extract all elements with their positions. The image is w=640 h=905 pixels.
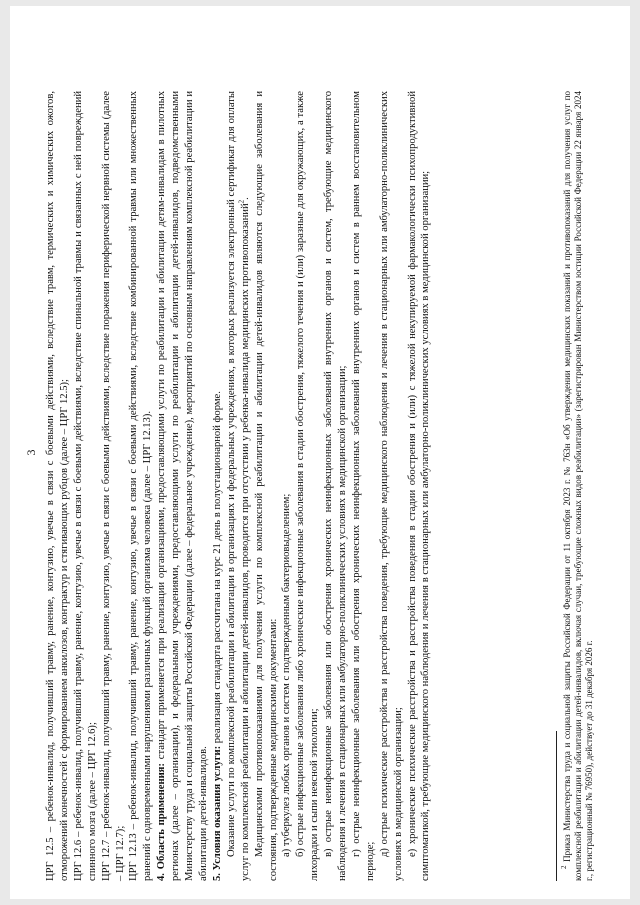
document-page xyxy=(10,6,630,899)
paragraph-service-provision xyxy=(225,91,253,881)
footnote-text xyxy=(562,91,596,881)
footnote-body: Приказ Министерства труда и социальной защиты Российской Федерации от 11 октября 2023 г. № 763н «Об утверждении медицинских показаний и противопоказаний для получения услуг по комплексной реабилитации и абилитации детей-инвалидов, включая случаи, требующие сложных видов реабилитации» (зарегистрирован Министерством юстиции Российской Федерации 22 января 2024 г., регистрационный № 76950), действует до 31 декабря 2026 г. xyxy=(562,91,595,881)
paragraph-crg-12-7: ЦРГ 12.7 – ребенок-инвалид, получивший травму, ранение, контузию, увечье в связи с боевыми действиями, вследствие поражения периферической нервной системы (далее – ЦРГ 12.7); xyxy=(100,91,126,881)
document-body xyxy=(44,91,433,881)
list-item-g: г) острые неинфекционные заболевания или обострения хронических неинфекционных заболеваний внутренних органов и систем в раннем восстановительном периоде; xyxy=(350,91,376,881)
list-item-b: б) острые инфекционные заболевания либо хронические инфекционные заболевания в стадии обострения, тяжелого течения и (или) заразные для окружающих, а также лихорадки и сыпи неясной этиологии; xyxy=(295,91,321,881)
footnote-divider xyxy=(556,731,557,881)
section-5-text: реализация стандарта рассчитана на курс 21 день в полустационарной форме. xyxy=(211,391,223,746)
section-4-scope xyxy=(155,91,211,881)
section-4-text: стандарт применяется при реализации организациями, предоставляющими услуги по реабилитации и абилитации детям-инвалидам в пилотных регионах (далее – организации), и федеральными учреждениями, предоставляющими услуги по реабилитации и абилитации детей-инвалидов, подведомственными Министерству труда и социальной защиты Российской Федерации (далее – федеральное учреждение), мероприятий по основным направлениям комплексной реабилитации и абилитации детей-инвалидов. xyxy=(156,90,209,881)
footnote xyxy=(562,91,596,881)
paragraph-crg-12-6: ЦРГ 12.6 – ребенок-инвалид, получивший травму, ранение, контузию, увечье в связи с боевыми действиями, вследствие спинальной травмы и связанных с ней повреждений спинного мозга (далее – ЦРГ 12.6); xyxy=(72,91,98,881)
paragraph-contraindications-intro: Медицинскими противопоказаниями для получения услуги по комплексной реабилитации и абилитации детей-инвалидов являются следующие заболевания и состояния, подтвержденные медицинскими документами: xyxy=(253,91,279,881)
list-item-d: д) острые психические расстройства и расстройства поведения, требующие медицинского наблюдения и лечения в стационарных или амбулаторно-поликлинических условиях в медицинской организации; xyxy=(378,91,404,881)
section-4-heading: 4. Область применения: xyxy=(156,763,168,881)
paragraph-crg-12-5: ЦРГ 12.5 – ребенок-инвалид, получивший травму, ранение, контузию, увечье в связи с боевыми действиями, вследствие травм, термических и химических ожогов, отморожений конечностей с формированием анкилозов, контрактур и стягивающих рубцов (далее – ЦРГ 12.5); xyxy=(45,91,70,881)
service-provision-end: . xyxy=(239,197,251,200)
section-5-heading: 5. Условия оказания услуги: xyxy=(211,745,223,881)
section-5-conditions xyxy=(211,91,225,881)
service-provision-text: Оказание услуги по комплексной реабилитации и абилитации в организациях и федеральных учреждениях, в которых реализуется электронный сертификат для оплаты услуг по комплексной реабилитации и абилитации детей-инвалидов, проводится при отсутствии у ребенка-инвалида медицинских противопоказаний xyxy=(225,91,251,881)
list-item-a: а) туберкулез любых органов и систем с подтвержденным бактериовыделением; xyxy=(281,493,293,857)
list-item-e: е) хронические психические расстройства и расстройства поведения в стадии обострения и (или) с тяжелой некупируемой фармакологически психопродуктивной симптоматикой, требующие медицинского наблюдения и лечения в стационарных или амбулаторно-поликлинических условиях в медицинской организации; xyxy=(406,91,432,881)
list-item-v: в) острые неинфекционные заболевания или обострения хронических неинфекционных заболеваний внутренних органов и систем, требующие медицинского наблюдения и лечения в стационарных или амбулаторно-поликлинических условиях в медицинской организации; xyxy=(323,91,349,881)
footnote-marker: 2 xyxy=(560,865,568,869)
page-number: 3 xyxy=(24,449,38,456)
paragraph-crg-12-13: ЦРГ 12.13 – ребенок-инвалид, получивший травму, ранение, контузию, увечье в связи с боевыми действиями, вследствие комбинированной травмы или множественных ранений с одновременными нарушениями различных функций организма человека (далее – ЦРГ 12.13). xyxy=(128,91,154,881)
footnote-reference: 2 xyxy=(237,199,246,204)
rotated-page-content xyxy=(10,6,630,899)
